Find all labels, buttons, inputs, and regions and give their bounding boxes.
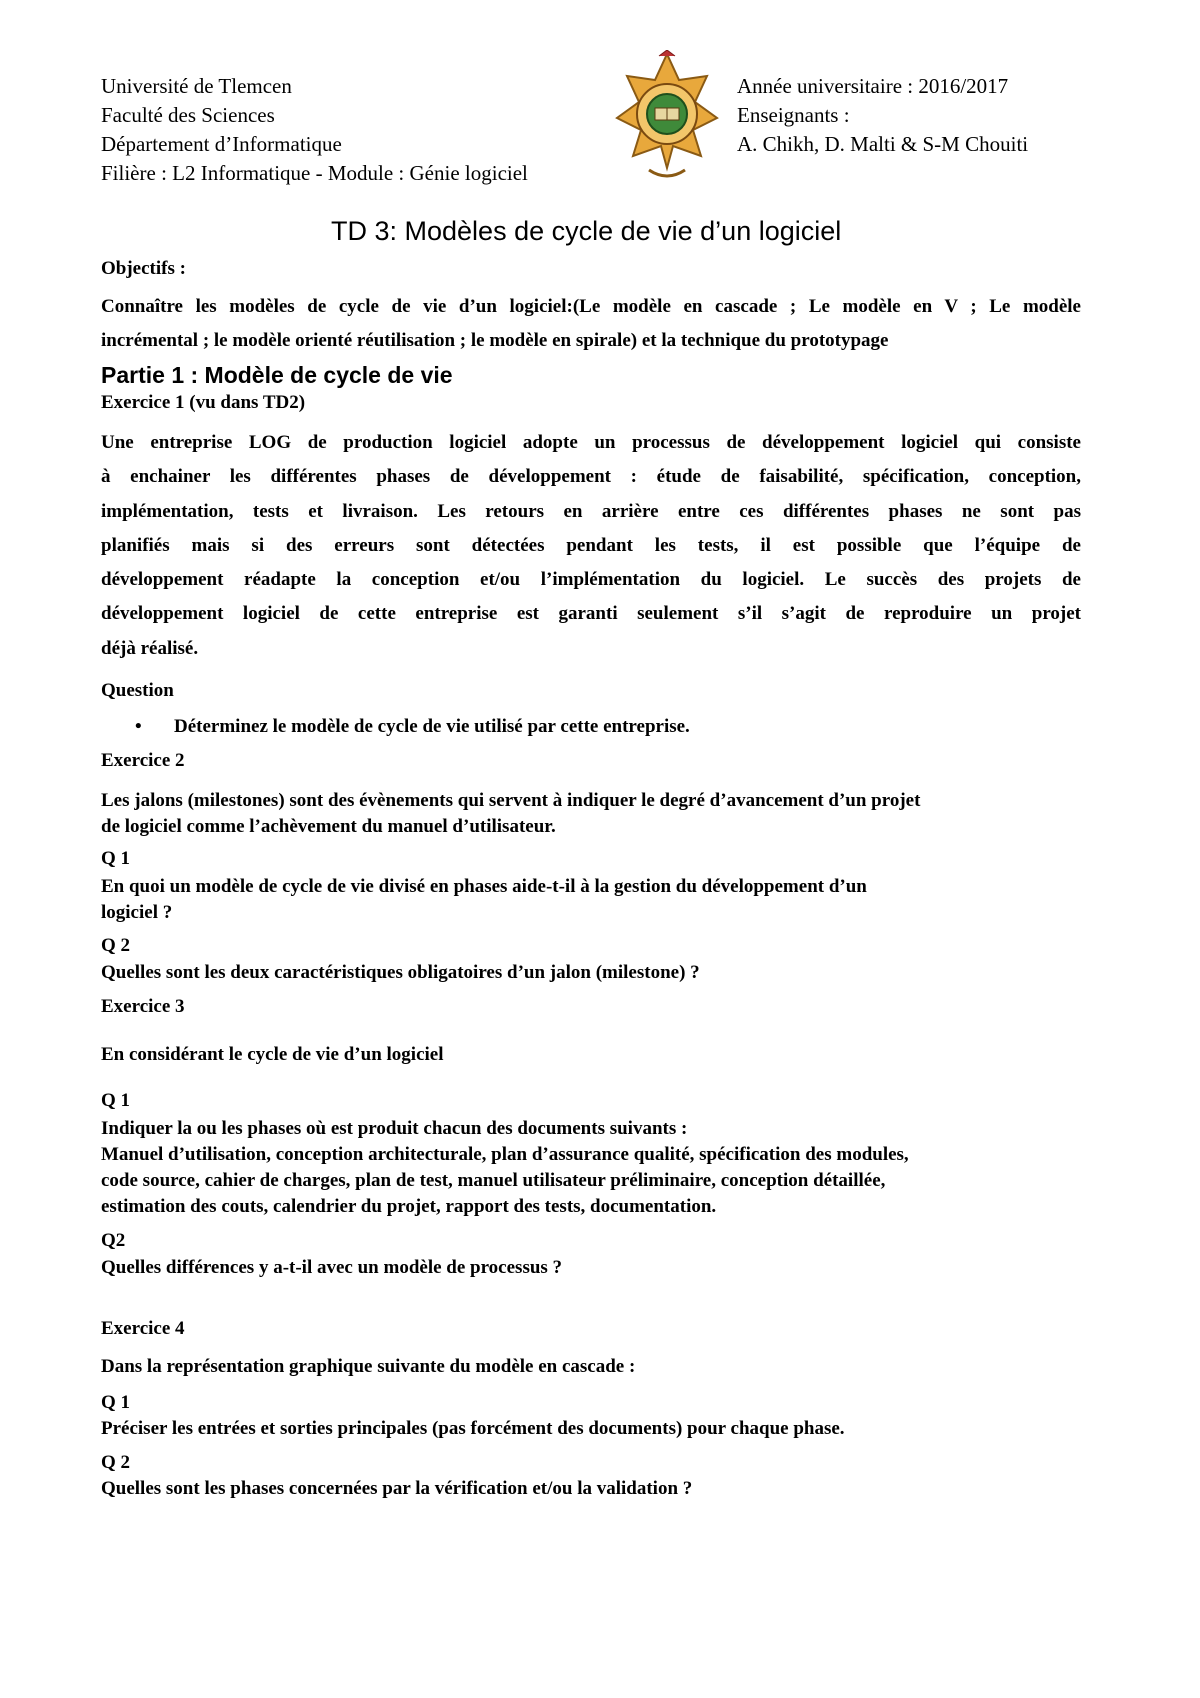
q1-label: Q 1 (101, 1090, 131, 1111)
paragraph-line: Une entreprise LOG de production logiciel adopte un processus de développement logiciel qui consiste (101, 432, 1081, 453)
q2-label: Q 2 (101, 935, 131, 956)
paragraph-line: développement réadapte la conception et/ou l’implémentation du logiciel. Le succès des projets de (101, 569, 1081, 591)
faculty-name: Faculté des Sciences (101, 103, 275, 127)
objectifs-line: Connaître les modèles de cycle de vie d’un logiciel:(Le modèle en cascade ; Le modèle en V ; Le modèle (101, 296, 1081, 317)
exercise-4-q1: Préciser les entrées et sorties principales (pas forcément des documents) pour chaque phase. (101, 1418, 845, 1439)
department-name: Département d’Informatique (101, 132, 342, 156)
paragraph-line: de logiciel comme l’achèvement du manuel d’utilisateur. (101, 816, 556, 837)
objectifs-line: incrémental ; le modèle orienté réutilisation ; le modèle en spirale) et la technique du prototypage (101, 330, 889, 351)
q1-label: Q 1 (101, 848, 131, 869)
exercise-3-q2: Quelles différences y a-t-il avec un modèle de processus ? (101, 1257, 563, 1278)
exercise-2-heading: Exercice 2 (101, 750, 185, 771)
paragraph-line: estimation des couts, calendrier du projet, rapport des tests, documentation. (101, 1196, 717, 1217)
paragraph-line: planifiés mais si des erreurs sont détectées pendant les tests, il est possible que l’équipe de (101, 534, 1081, 556)
objectifs-text (101, 290, 1081, 358)
paragraph-line: Les jalons (milestones) sont des évènements qui servent à indiquer le degré d’avancement d’un projet (101, 790, 921, 811)
exercise-1-text (101, 426, 1081, 666)
exercise-3-heading: Exercice 3 (101, 996, 185, 1017)
paragraph-line: Manuel d’utilisation, conception architecturale, plan d’assurance qualité, spécification des modules, (101, 1144, 909, 1165)
exercise-4-intro: Dans la représentation graphique suivante du modèle en cascade : (101, 1356, 636, 1377)
paragraph-line: En quoi un modèle de cycle de vie divisé en phases aide-t-il à la gestion du développement d’un (101, 876, 867, 897)
header-right (737, 72, 1028, 159)
exercise-2-q1 (101, 874, 1081, 926)
q2-label: Q2 (101, 1230, 126, 1251)
teachers-names: A. Chikh, D. Malti & S-M Chouiti (737, 132, 1029, 156)
question-label: Question (101, 680, 174, 701)
paragraph-line: à enchainer les différentes phases de développement : étude de faisabilité, spécification, conception, (101, 466, 1081, 488)
bullet-text: Déterminez le modèle de cycle de vie utilisé par cette entreprise. (174, 716, 690, 737)
teachers-label: Enseignants : (737, 103, 850, 127)
bullet-marker: • (135, 716, 142, 737)
q2-label: Q 2 (101, 1452, 131, 1473)
header-left (101, 72, 528, 188)
university-name: Université de Tlemcen (101, 74, 292, 98)
objectifs-label: Objectifs : (101, 258, 186, 279)
paragraph-line: logiciel ? (101, 902, 173, 923)
university-seal-logo (609, 50, 725, 182)
exercise-1-heading: Exercice 1 (vu dans TD2) (101, 392, 306, 413)
section-heading: Partie 1 : Modèle de cycle de vie (101, 362, 453, 388)
paragraph-line: déjà réalisé. (101, 637, 199, 659)
exercise-2-q2: Quelles sont les deux caractéristiques obligatoires d’un jalon (milestone) ? (101, 962, 700, 983)
paragraph-line: Indiquer la ou les phases où est produit chacun des documents suivants : (101, 1118, 688, 1139)
paragraph-line: développement logiciel de cette entreprise est garanti seulement s’il s’agit de reproduire un projet (101, 603, 1081, 625)
exercise-4-heading: Exercice 4 (101, 1318, 185, 1339)
academic-year: Année universitaire : 2016/2017 (737, 74, 1009, 98)
exercise-3-q1 (101, 1116, 1081, 1220)
program-module: Filière : L2 Informatique - Module : Génie logiciel (101, 161, 528, 185)
paragraph-line: implémentation, tests et livraison. Les retours en arrière entre ces différentes phases ne sont pas (101, 500, 1081, 522)
exercise-2-intro (101, 788, 1081, 840)
paragraph-line: code source, cahier de charges, plan de test, manuel utilisateur préliminaire, conception détaillée, (101, 1170, 886, 1191)
q1-label: Q 1 (101, 1392, 131, 1413)
page-title: TD 3: Modèles de cycle de vie d’un logiciel (331, 216, 842, 246)
exercise-4-q2: Quelles sont les phases concernées par la vérification et/ou la validation ? (101, 1478, 693, 1499)
exercise-3-intro: En considérant le cycle de vie d’un logiciel (101, 1044, 444, 1065)
